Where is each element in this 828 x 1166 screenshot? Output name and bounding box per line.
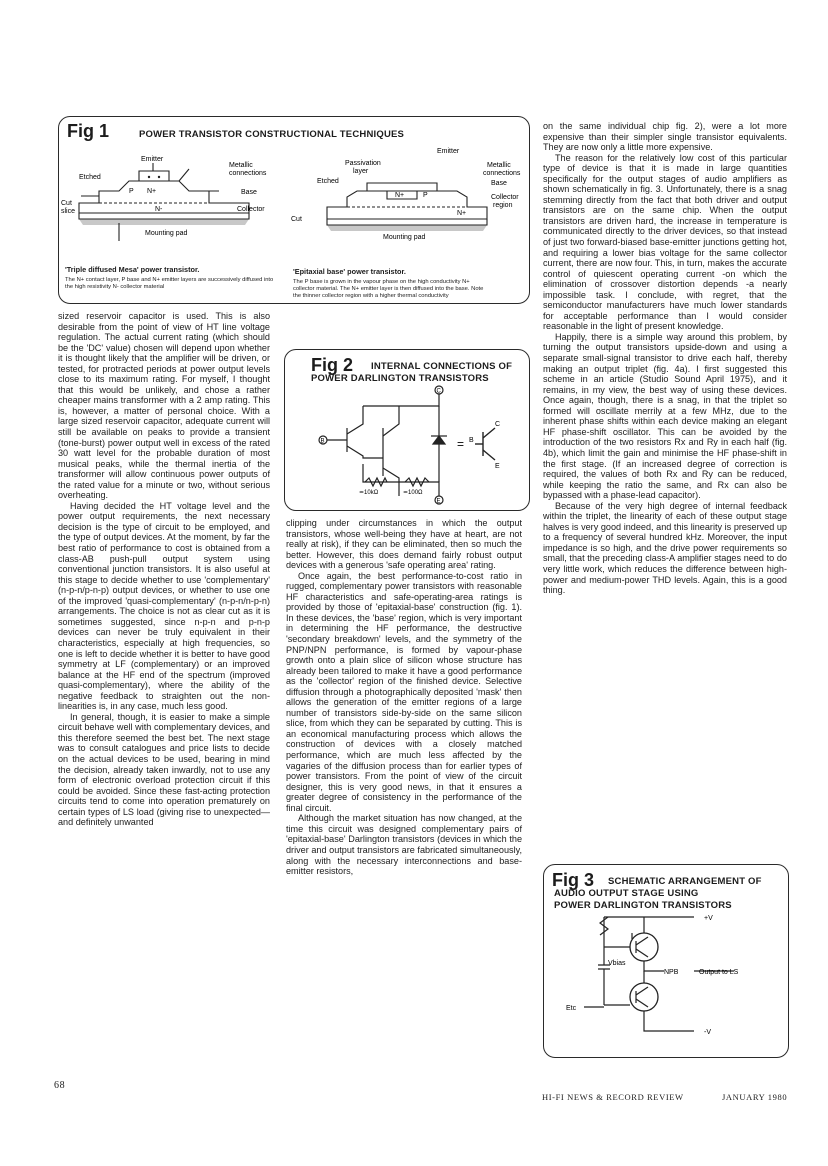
fig1-right-caption: 'Epitaxial base' power transistor. xyxy=(293,267,406,276)
fig1-left-connections-label: connections xyxy=(229,170,267,177)
fig1-left-collector-label: Collector xyxy=(237,206,265,213)
fig1-left-n-minus: N- xyxy=(155,206,163,213)
fig3-title-line1: SCHEMATIC ARRANGEMENT OF xyxy=(608,876,762,887)
column-3 xyxy=(543,121,787,596)
col1-paragraph: Having decided the HT voltage level and the power output requirements, the next necessary decision is the type of circuit to be employed, and the type of output devices. At the moment, by far the best ratio of performance to cost is obtained from a class-AB push-pull output system using conventional junction transistors. It is also useful at this stage to decide whether to use 'complementary' (n-p-n/p-n-p) output devices, or whether to use one of the improved 'quasi-complementary' (n-p-n/n-p-n) arrangements. The choice is not as clear cut as it is sometimes suggested, since n-p-n and p-n-p devices can never be truly equivalent in their characteristics, especially at high frequencies, so one is left to decide whether it is better to have good symmetry at LF (complementary) or an improved balance at the HF end of the spectrum (improved quasi-complementary), where the ability of the negative feedback to straighten out the non-linearities is, in any case, much less good. xyxy=(58,500,270,712)
fig1-left-metallic-label: Metallic xyxy=(229,162,253,169)
fig1-right-region-label: region xyxy=(493,202,513,209)
fig3-box xyxy=(543,864,789,1058)
fig1-right-subcaption: The P base is grown in the vapour phase on the high conductivity N+ collector material. The N+ emitter layer is then diffused into the base. Note the thinner collector region with a higher thermal conductivity xyxy=(293,279,484,299)
fig2-box xyxy=(284,349,530,511)
fig3-title-line2: AUDIO OUTPUT STAGE USING xyxy=(554,888,699,899)
issue-date: JANUARY 1980 xyxy=(722,1092,788,1102)
fig1-box xyxy=(58,116,530,304)
fig1-left-subcaption: The N+ contact layer, P base and N+ emitter layers are successively diffused into the high resistivity N- collector material xyxy=(65,277,274,290)
fig3-vminus-label: -V xyxy=(704,1029,711,1036)
column-1 xyxy=(58,311,270,828)
fig1-right-cut-label: Cut xyxy=(291,216,302,223)
fig2-equals-sign: = xyxy=(457,437,465,451)
col2-paragraph: clipping under circumstances in which the output transistors, whose well-being they have at heart, are not really at risk), if they can be eliminated, then so much the better. However, this does demand fairly robust output devices with a generous 'safe operating area' rating. xyxy=(286,518,522,571)
fig1-left-emitter-label: Emitter xyxy=(141,156,164,163)
col2-paragraph: Once again, the best performance-to-cost ratio in rugged, complementary power transistors with reasonable HF characteristics and safe-operating-area ratings is provided by those of 'epitaxial-base' construction (fig. 1). In these devices, the 'base' region, which is very important in determining the HF performance, the destructive 'secondary breakdown' levels, and the symmetry of the PNP/NPN performance, is formed by vapour-phase growth onto a plain slice of silicon whose structure has already been tailored to make it have a good performance as the 'collector' region of the finished device. Selective diffusion through a photographically deposited 'mask' then allows the generation of the emitter regions of a large number of transistors side-by-side on the same silicon slice, from which they can be separated by cutting. This is an economical manufacturing process which allows the construction of devices with a closely matched performance, which are much less affected by the vagaries of the diffusion process than for earlier types of power transistors. From the point of view of the circuit designer, this is very good news, in that it ensures a greater degree of consistency in the performance of the final circuit. xyxy=(286,570,522,813)
col3-paragraph: on the same individual chip fig. 2), were a lot more expensive than their simpler single transistor equivalents. They are now only a little more expensive. xyxy=(543,121,787,153)
fig2-b-node: B xyxy=(320,438,325,445)
fig1-left-base-label: Base xyxy=(241,189,257,196)
fig1-left-diagram xyxy=(59,141,289,241)
fig1-right-p: P xyxy=(423,192,428,199)
fig3-vbias-label: Vbias xyxy=(608,960,626,967)
fig1-right-diagram xyxy=(287,141,527,241)
fig2-c-node: C xyxy=(436,388,441,395)
fig3-etc-label: Etc xyxy=(566,1005,577,1012)
fig3-title-line3: POWER DARLINGTON TRANSISTORS xyxy=(554,900,732,911)
fig2-title-line1: INTERNAL CONNECTIONS OF xyxy=(371,361,513,372)
fig2-label: Fig 2 xyxy=(311,355,354,375)
magazine-name: HI-FI NEWS & RECORD REVIEW xyxy=(542,1092,684,1102)
fig3-vplus-label: +V xyxy=(704,915,713,922)
fig1-left-caption: 'Triple diffused Mesa' power transistor. xyxy=(65,265,200,274)
fig2-circuit xyxy=(299,384,515,506)
fig3-npb-label: NPB xyxy=(664,969,679,976)
fig2-r2-label: ≃100Ω xyxy=(403,490,423,496)
fig1-right-mounting-label: Mounting pad xyxy=(383,234,426,241)
col1-paragraph: In general, though, it is easier to make a simple circuit behave well with complementary devices, and this therefore seemed the best bet. The next stage was to consult catalogues and price lists to decide on the actual devices to be used, bearing in mind the decision, already taken inwardly, not to use any form of electronic overload protection circuit if this could be avoided. Since these fast-acting protection circuits tend to come into operation prematurely on certain types of LS load (giving rise to unexpected—and definitely unwanted xyxy=(58,711,270,828)
col3-paragraph: Happily, there is a simple way around this problem, by turning the output transistors upside-down and using a separate small-signal transistor to drive each half, thereby making an output triplet (fig. 4a). I first suggested this scheme in an article (Studio Sound April 1975), and it remains, in my view, the best way of using these devices. Once again, though, there is a snag, in that the triplet so formed will oscillate merrily at a few MHz, due to the inherent phase shifts within each device making an elegant HF phase-shift oscillator. This can be avoided by the introduction of the two resistors Rx and Ry in each half (fig. 4b), which limit the gain and minimise the HF phase-shift in the first stage. (If an increased degree of correction is required, the values of both Rx and Ry can be reduced, while keeping the ratio the same, and Rx can also be bypassed with a phase-lead capacitor). xyxy=(543,331,787,501)
fig1-title: POWER TRANSISTOR CONSTRUCTIONAL TECHNIQUES xyxy=(139,129,405,140)
col3-paragraph: The reason for the relatively low cost of this particular type of device is that it is made in large quantities specifically for the output stages of audio amplifiers as shown schematically in fig. 3. Unfortunately, there is a snag stemming directly from the fact that both driver and output transistors are on the same chip. When the output transistors are driven hard, the increase in temperature is communicated directly to the driver devices, so that instead of just two forward-biased base-emitter junctions getting hot, and requiring a lower bias voltage for the same collector current, there are now four. This, in turn, makes the accurate control of quiescent operating current -on which the elimination of crossover distortion depends -a nearly impossible task. I conclude, with regret, that the semiconductor manufacturers have much lower standards for acceptable performance than I would consider reasonable in the light of present knowledge. xyxy=(543,152,787,332)
fig1-left-cut-label: Cut xyxy=(61,200,72,207)
fig1-right-emitter-label: Emitter xyxy=(437,148,460,155)
fig1-right-n-plus-emitter: N+ xyxy=(395,192,405,199)
fig2-symbol-c: C xyxy=(495,421,501,428)
column-2 xyxy=(286,518,522,877)
col2-paragraph: Although the market situation has now changed, at the time this circuit was designed complementary pairs of 'epitaxial-base' Darlington transistors (devices in which the driver and output transistors are fabricated simultaneously, along with the necessary interconnections and base-emitter resistors, xyxy=(286,813,522,877)
fig2-r1-label: ≃10kΩ xyxy=(359,490,379,496)
fig1-right-metallic-label: Metallic xyxy=(487,162,511,169)
page-number: 68 xyxy=(54,1080,66,1091)
fig1-left-mounting-label: Mounting pad xyxy=(145,230,188,237)
fig1-left-etched-label: Etched xyxy=(79,174,101,181)
fig1-right-etched-label: Etched xyxy=(317,178,339,185)
fig2-title-line2: POWER DARLINGTON TRANSISTORS xyxy=(311,373,489,384)
fig1-right-passivation-label: Passivation xyxy=(345,160,381,167)
fig1-left-slice-label: slice xyxy=(61,208,76,215)
col3-paragraph: Because of the very high degree of internal feedback within the triplet, the linearity of each of these output stage halves is very good indeed, and this linearity is preserved up to a frequency of several hundred kHz. Moreover, the input impedance is so high, and the drive power requirements so small, that the preceding class-A amplifier stages need to do very little work, which reduces the difference between high-power and medium-power THD levels. Again, this is a good thing. xyxy=(543,500,787,596)
fig1-right-base-label: Base xyxy=(491,180,507,187)
fig1-label: Fig 1 xyxy=(67,121,110,141)
col1-paragraph: sized reservoir capacitor is used. This is also desirable from the point of view of HT line voltage regulation. The actual current rating (which should be the 'DC' value) chosen will depend upon whether it is thought likely that the amplifier will be driven, or tested, for protracted periods at power output levels close to its maximum rating. For myself, I thought that this would be unlikely, and chose a rather cheaper mains transformer with a 2 amp rating. This is, however, a matter of personal choice. With a large sized reservoir capacitor, adequate current will still be available on peaks to provide a transient (tone-burst) power output well in excess of the rated 30 watt level for the probable duration of most musical peaks, while the thermal inertia of the transformer will allow continuous power outputs of the rated value for a minute or two, without serious overheating. xyxy=(58,311,270,501)
fig1-right-collector-label: Collector xyxy=(491,194,519,201)
fig2-symbol-e: E xyxy=(495,463,500,470)
fig3-circuit xyxy=(544,907,788,1053)
fig1-right-connections-label: connections xyxy=(483,170,521,177)
fig1-left-p: P xyxy=(129,188,134,195)
fig3-label: Fig 3 xyxy=(552,870,595,890)
fig2-symbol-b: B xyxy=(469,437,474,444)
fig3-output-label: Output to LS xyxy=(699,969,739,976)
fig1-right-layer-label: layer xyxy=(353,168,369,175)
fig1-left-n-plus: N+ xyxy=(147,188,157,195)
fig1-right-n-plus-collector: N+ xyxy=(457,210,467,217)
fig2-e-node: E xyxy=(436,498,441,505)
